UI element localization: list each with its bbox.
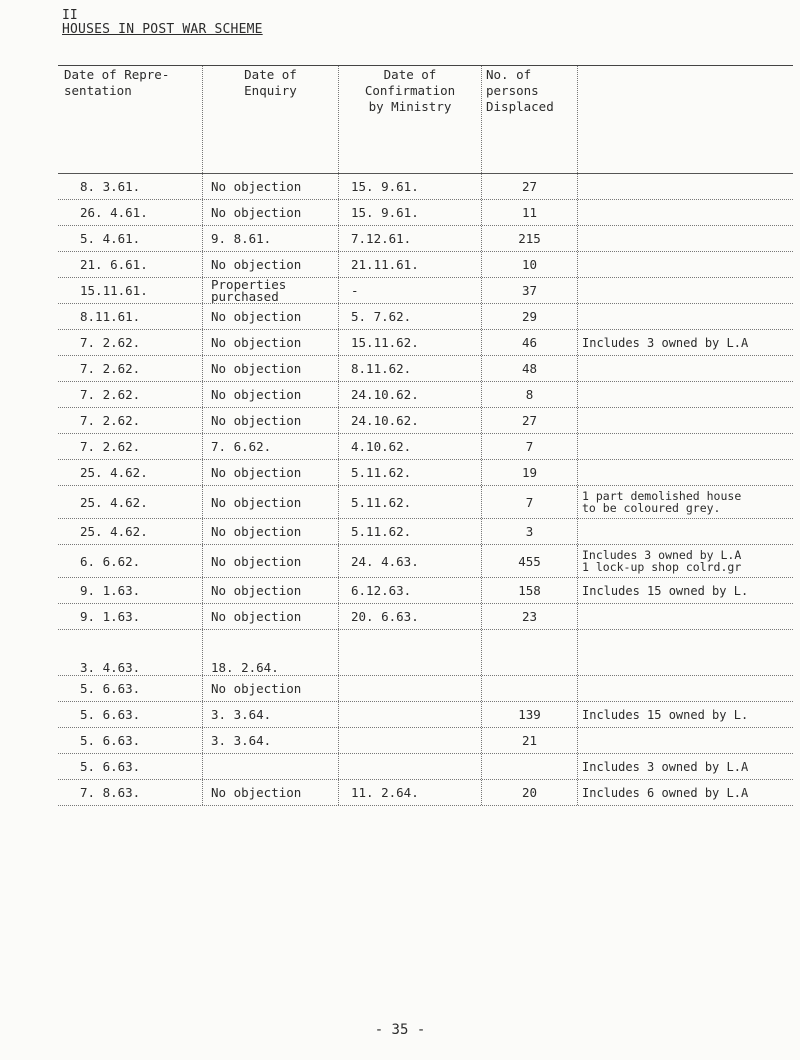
enquiry-date-cell: No objection	[203, 304, 339, 329]
confirmation-date-cell: 5.11.62.	[339, 486, 482, 518]
page-title: HOUSES IN POST WAR SCHEME	[62, 22, 263, 37]
persons-displaced-cell: 20	[482, 780, 578, 805]
enquiry-date-cell: No objection	[203, 356, 339, 381]
persons-displaced-cell: 46	[482, 330, 578, 355]
persons-displaced-cell: 29	[482, 304, 578, 329]
remarks-cell: Includes 6 owned by L.A	[582, 785, 749, 800]
table-row	[58, 252, 793, 278]
representation-date-cell: 9. 1.63.	[58, 604, 203, 629]
enquiry-date-cell	[203, 754, 339, 779]
table-row	[58, 226, 793, 252]
representation-date-cell: 9. 1.63.	[58, 578, 203, 603]
table-row	[58, 200, 793, 226]
header-remarks	[578, 66, 793, 173]
remarks-cell	[578, 226, 793, 251]
confirmation-date-cell: 15. 9.61.	[339, 174, 482, 199]
remarks-cell	[578, 382, 793, 407]
persons-displaced-cell: 7	[482, 434, 578, 459]
representation-date-cell: 3. 4.63.	[58, 630, 203, 675]
enquiry-date-cell: 18. 2.64.	[203, 630, 339, 675]
representation-date-cell: 7. 2.62.	[58, 382, 203, 407]
confirmation-date-cell: 6.12.63.	[339, 578, 482, 603]
remarks-cell	[578, 174, 793, 199]
header-date-of-representation: Date of Repre- sentation	[58, 66, 203, 173]
remarks-cell: Includes 3 owned by L.A 1 lock-up shop colrd.gr	[582, 548, 742, 574]
enquiry-date-cell: No objection	[203, 486, 339, 518]
enquiry-date-cell: No objection	[203, 460, 339, 485]
representation-date-cell: 25. 4.62.	[58, 519, 203, 544]
houses-table	[58, 65, 793, 806]
representation-date-cell: 7. 2.62.	[58, 408, 203, 433]
confirmation-date-cell: 15. 9.61.	[339, 200, 482, 225]
remarks-cell	[578, 356, 793, 381]
confirmation-date-cell: 4.10.62.	[339, 434, 482, 459]
persons-displaced-cell	[482, 630, 578, 675]
persons-displaced-cell: 11	[482, 200, 578, 225]
representation-date-cell: 21. 6.61.	[58, 252, 203, 277]
remarks-cell: Includes 15 owned by L.	[582, 583, 749, 598]
table-row	[58, 382, 793, 408]
representation-date-cell: 15.11.61.	[58, 278, 203, 303]
table-row	[58, 676, 793, 702]
representation-date-cell: 7. 8.63.	[58, 780, 203, 805]
representation-date-cell: 5. 6.63.	[58, 676, 203, 701]
table-row	[58, 519, 793, 545]
confirmation-date-cell: 21.11.61.	[339, 252, 482, 277]
representation-date-cell: 5. 6.63.	[58, 728, 203, 753]
representation-date-cell: 8. 3.61.	[58, 174, 203, 199]
confirmation-date-cell: 20. 6.63.	[339, 604, 482, 629]
table-header-row	[58, 66, 793, 174]
remarks-cell: Includes 3 owned by L.A	[582, 335, 749, 350]
persons-displaced-cell: 37	[482, 278, 578, 303]
confirmation-date-cell	[339, 630, 482, 675]
table-row	[58, 356, 793, 382]
enquiry-date-cell: No objection	[203, 330, 339, 355]
persons-displaced-cell: 23	[482, 604, 578, 629]
representation-date-cell: 25. 4.62.	[58, 460, 203, 485]
persons-displaced-cell: 10	[482, 252, 578, 277]
confirmation-date-cell	[339, 728, 482, 753]
table-row	[58, 578, 793, 604]
enquiry-date-cell: 3. 3.64.	[203, 728, 339, 753]
confirmation-date-cell: 15.11.62.	[339, 330, 482, 355]
enquiry-date-cell: No objection	[203, 545, 339, 577]
remarks-cell	[578, 604, 793, 629]
enquiry-date-cell: 9. 8.61.	[203, 226, 339, 251]
confirmation-date-cell: -	[339, 278, 482, 303]
persons-displaced-cell: 27	[482, 408, 578, 433]
table-row	[58, 545, 793, 578]
enquiry-date-cell: No objection	[203, 200, 339, 225]
confirmation-date-cell	[339, 676, 482, 701]
confirmation-date-cell: 5. 7.62.	[339, 304, 482, 329]
table-row	[58, 330, 793, 356]
remarks-cell	[578, 278, 793, 303]
table-body	[58, 174, 793, 806]
enquiry-date-cell: No objection	[203, 780, 339, 805]
confirmation-date-cell: 24.10.62.	[339, 408, 482, 433]
table-row	[58, 434, 793, 460]
table-row	[58, 754, 793, 780]
representation-date-cell: 8.11.61.	[58, 304, 203, 329]
confirmation-date-cell: 11. 2.64.	[339, 780, 482, 805]
enquiry-date-cell: Properties purchased	[203, 278, 339, 303]
table-row	[58, 174, 793, 200]
persons-displaced-cell: 455	[482, 545, 578, 577]
remarks-cell: Includes 3 owned by L.A	[582, 759, 749, 774]
remarks-cell	[578, 408, 793, 433]
representation-date-cell: 5. 4.61.	[58, 226, 203, 251]
representation-date-cell: 5. 6.63.	[58, 754, 203, 779]
table-row	[58, 408, 793, 434]
enquiry-date-cell: 7. 6.62.	[203, 434, 339, 459]
table-row	[58, 304, 793, 330]
remarks-cell	[578, 630, 793, 675]
confirmation-date-cell: 7.12.61.	[339, 226, 482, 251]
enquiry-date-cell: No objection	[203, 408, 339, 433]
representation-date-cell: 7. 2.62.	[58, 434, 203, 459]
table-row	[58, 702, 793, 728]
enquiry-date-cell: No objection	[203, 382, 339, 407]
confirmation-date-cell: 5.11.62.	[339, 519, 482, 544]
table-row	[58, 278, 793, 304]
remarks-cell	[578, 304, 793, 329]
table-row	[58, 460, 793, 486]
enquiry-date-cell: 3. 3.64.	[203, 702, 339, 727]
confirmation-date-cell	[339, 702, 482, 727]
persons-displaced-cell: 27	[482, 174, 578, 199]
remarks-cell	[578, 434, 793, 459]
enquiry-date-cell: No objection	[203, 519, 339, 544]
confirmation-date-cell: 24. 4.63.	[339, 545, 482, 577]
section-number: II	[62, 8, 78, 23]
table-row	[58, 780, 793, 806]
table-row	[58, 630, 793, 676]
persons-displaced-cell: 158	[482, 578, 578, 603]
enquiry-date-cell: No objection	[203, 676, 339, 701]
enquiry-date-cell: No objection	[203, 174, 339, 199]
representation-date-cell: 7. 2.62.	[58, 330, 203, 355]
persons-displaced-cell: 3	[482, 519, 578, 544]
representation-date-cell: 6. 6.62.	[58, 545, 203, 577]
representation-date-cell: 26. 4.61.	[58, 200, 203, 225]
header-persons-displaced: No. of persons Displaced	[482, 66, 578, 173]
representation-date-cell: 7. 2.62.	[58, 356, 203, 381]
confirmation-date-cell: 5.11.62.	[339, 460, 482, 485]
representation-date-cell: 25. 4.62.	[58, 486, 203, 518]
representation-date-cell: 5. 6.63.	[58, 702, 203, 727]
enquiry-date-cell: No objection	[203, 604, 339, 629]
table-row	[58, 486, 793, 519]
persons-displaced-cell: 139	[482, 702, 578, 727]
persons-displaced-cell	[482, 754, 578, 779]
remarks-cell	[578, 519, 793, 544]
header-date-of-enquiry: Date of Enquiry	[203, 66, 339, 173]
header-date-of-confirmation: Date of Confirmation by Ministry	[339, 66, 482, 173]
remarks-cell: 1 part demolished house to be coloured grey.	[582, 489, 742, 515]
table-row	[58, 728, 793, 754]
remarks-cell	[578, 252, 793, 277]
persons-displaced-cell: 7	[482, 486, 578, 518]
enquiry-date-cell: No objection	[203, 578, 339, 603]
remarks-cell	[578, 728, 793, 753]
persons-displaced-cell	[482, 676, 578, 701]
confirmation-date-cell: 24.10.62.	[339, 382, 482, 407]
persons-displaced-cell: 48	[482, 356, 578, 381]
persons-displaced-cell: 8	[482, 382, 578, 407]
persons-displaced-cell: 21	[482, 728, 578, 753]
remarks-cell	[578, 200, 793, 225]
confirmation-date-cell	[339, 754, 482, 779]
persons-displaced-cell: 19	[482, 460, 578, 485]
confirmation-date-cell: 8.11.62.	[339, 356, 482, 381]
remarks-cell	[578, 460, 793, 485]
table-row	[58, 604, 793, 630]
persons-displaced-cell: 215	[482, 226, 578, 251]
remarks-cell: Includes 15 owned by L.	[582, 707, 749, 722]
remarks-cell	[578, 676, 793, 701]
page-number: - 35 -	[374, 1022, 426, 1038]
enquiry-date-cell: No objection	[203, 252, 339, 277]
